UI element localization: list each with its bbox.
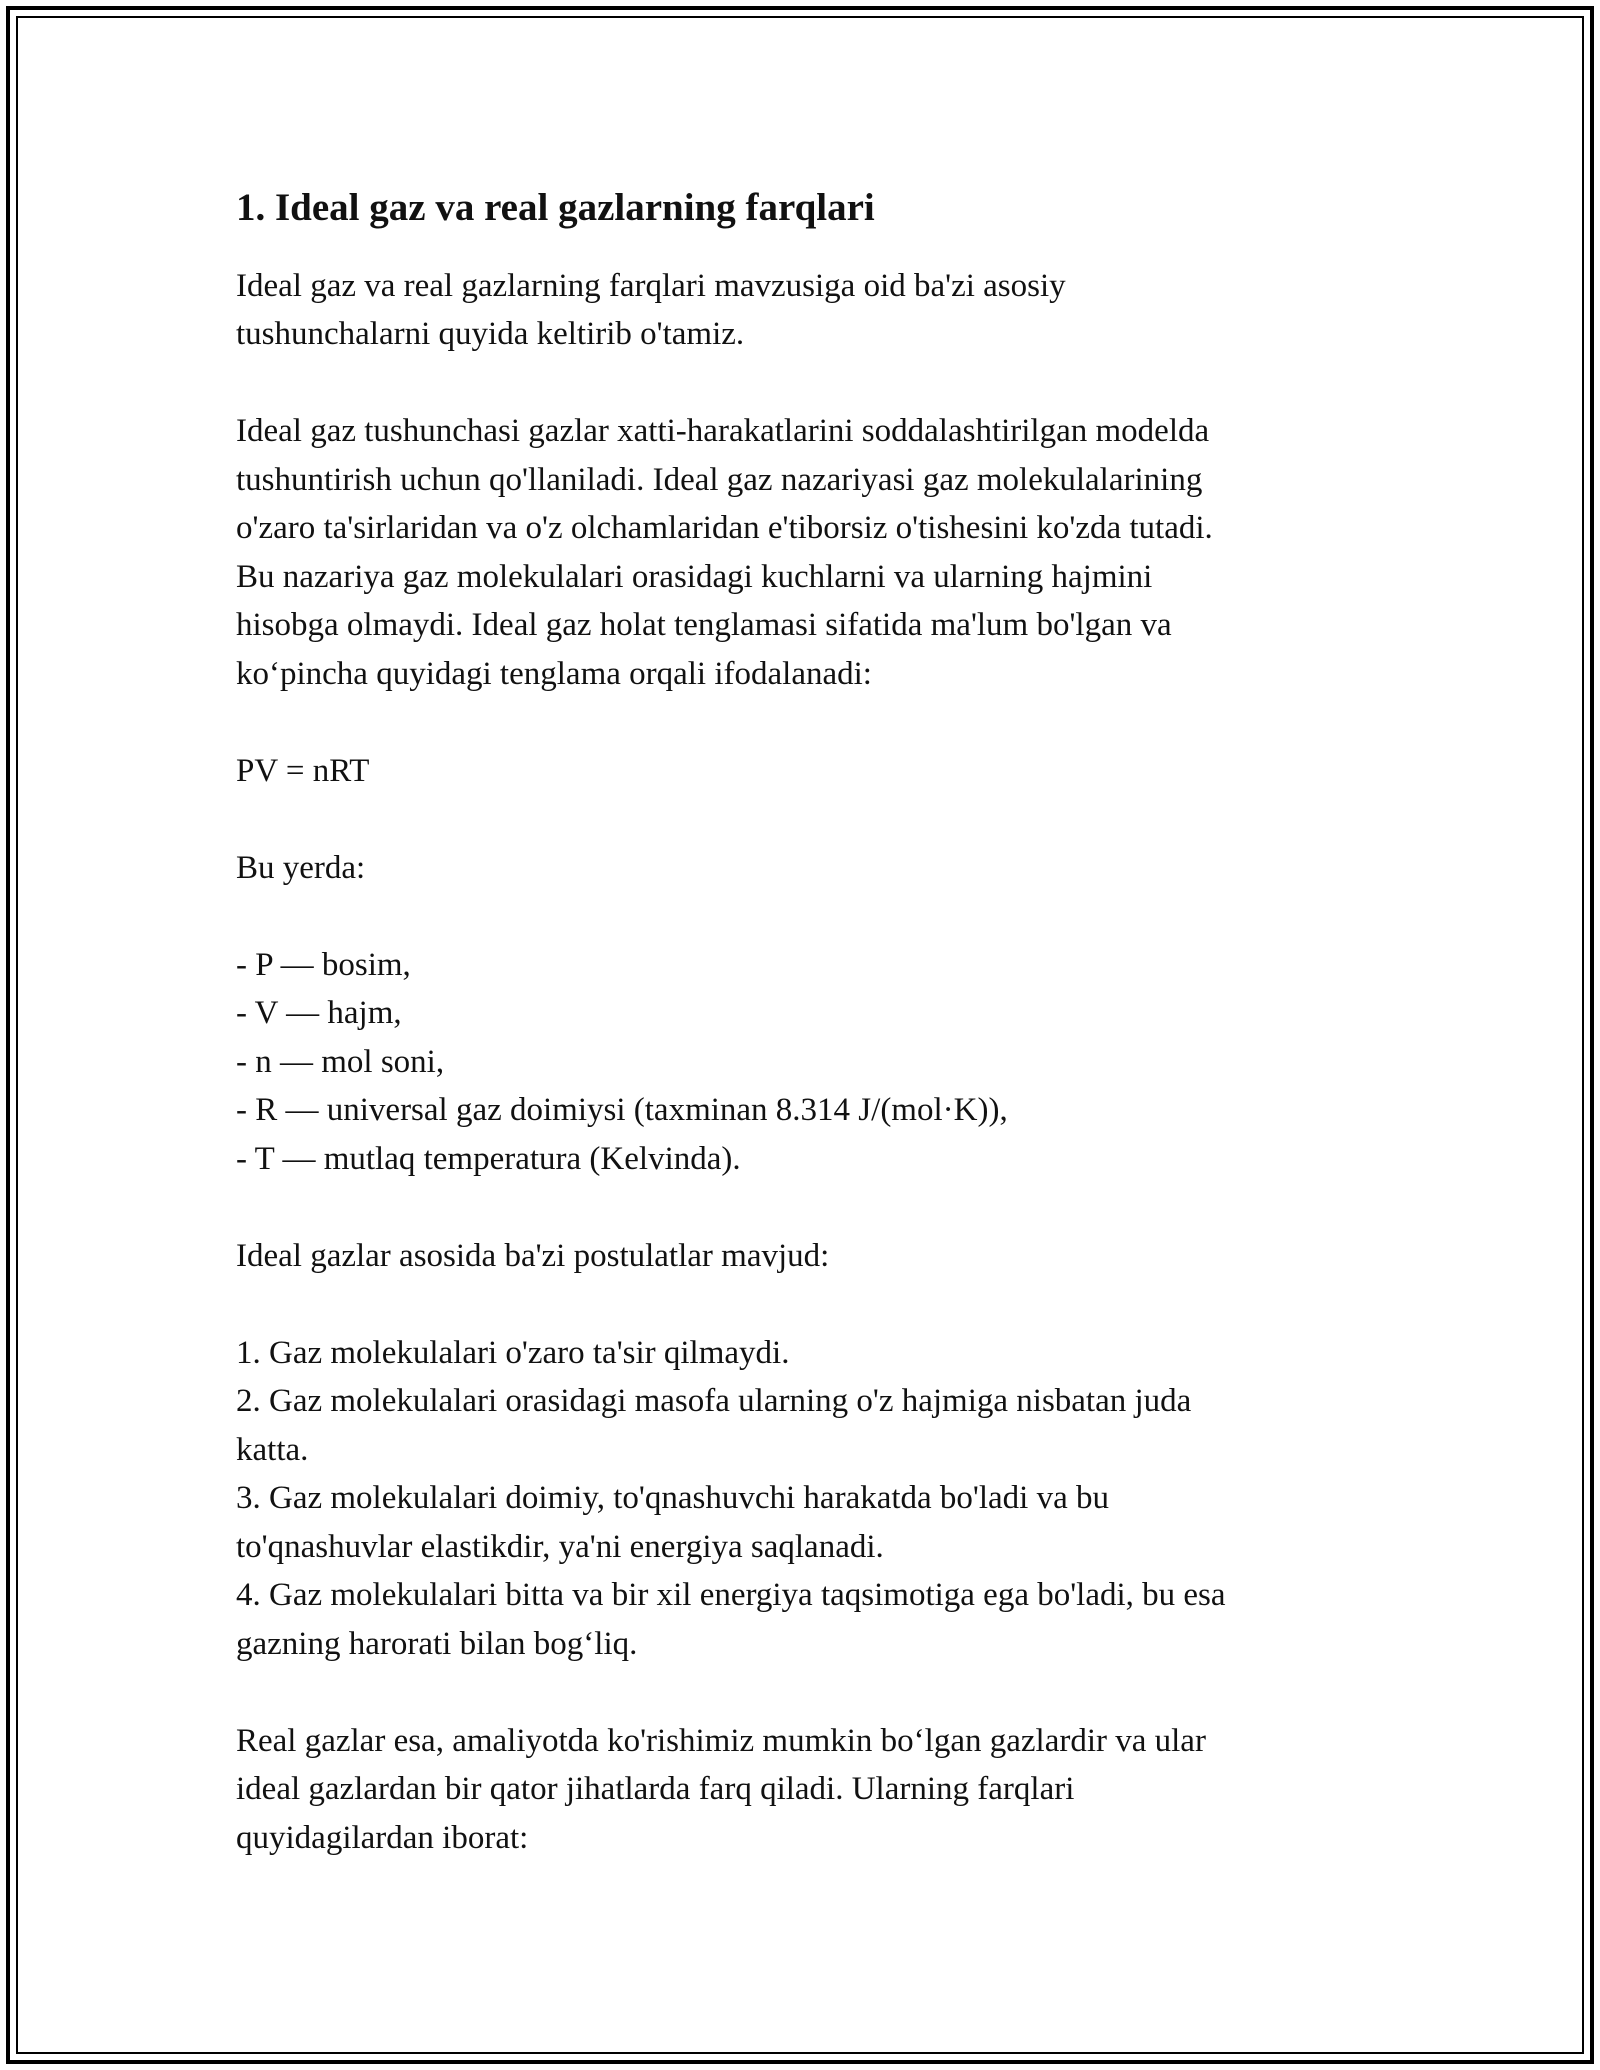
postulates-list bbox=[236, 1329, 1376, 1669]
paragraph-gap bbox=[236, 1183, 1376, 1232]
list-item: gazning harorati bilan bog‘liq. bbox=[236, 1625, 638, 1662]
equation: PV = nRT bbox=[236, 752, 370, 789]
paragraph-gap bbox=[236, 698, 1376, 747]
real-gas-paragraph bbox=[236, 1717, 1376, 1863]
list-item: - T — mutlaq temperatura (Kelvinda). bbox=[236, 1140, 741, 1177]
list-item: 4. Gaz molekulalari bitta va bir xil energiya taqsimotiga ega bo'ladi, bu esa bbox=[236, 1577, 1226, 1614]
postulates-intro: Ideal gazlar asosida ba'zi postulatlar mavjud: bbox=[236, 1237, 830, 1274]
where-label: Bu yerda: bbox=[236, 849, 366, 886]
list-item: katta. bbox=[236, 1431, 309, 1468]
text-line: Real gazlar esa, amaliyotda ko'rishimiz mumkin bo‘lgan gazlardir va ular bbox=[236, 1722, 1206, 1759]
list-item: to'qnashuvlar elastikdir, ya'ni energiya saqlanadi. bbox=[236, 1528, 884, 1565]
text-line: ideal gazlardan bir qator jihatlarda farq qiladi. Ularning farqlari bbox=[236, 1771, 1075, 1808]
paragraph-gap bbox=[236, 359, 1376, 408]
document-body bbox=[236, 183, 1376, 1862]
ideal-gas-paragraph bbox=[236, 407, 1376, 698]
text-line: quyidagilardan iborat: bbox=[236, 1819, 529, 1856]
text-line: ko‘pincha quyidagi tenglama orqali ifodalanadi: bbox=[236, 655, 872, 692]
list-item: - n — mol soni, bbox=[236, 1043, 445, 1080]
list-item: - P — bosim, bbox=[236, 946, 411, 983]
list-item: 1. Gaz molekulalari o'zaro ta'sir qilmaydi. bbox=[236, 1334, 790, 1371]
paragraph-gap bbox=[236, 795, 1376, 844]
text-line: tushunchalarni quyida keltirib o'tamiz. bbox=[236, 316, 745, 353]
list-item: - V — hajm, bbox=[236, 995, 402, 1032]
text-line: hisobga olmaydi. Ideal gaz holat tenglamasi sifatida ma'lum bo'lgan va bbox=[236, 607, 1172, 644]
text-line: Ideal gaz va real gazlarning farqlari mavzusiga oid ba'zi asosiy bbox=[236, 267, 1066, 304]
list-item: - R — universal gaz doimiysi (taxminan 8.314 J/(mol·K)), bbox=[236, 1092, 1008, 1129]
text-line: Bu nazariya gaz molekulalari orasidagi kuchlarni va ularning hajmini bbox=[236, 558, 1153, 595]
list-item: 3. Gaz molekulalari doimiy, to'qnashuvchi harakatda bo'ladi va bu bbox=[236, 1480, 1110, 1517]
list-item: 2. Gaz molekulalari orasidagi masofa ularning o'z hajmiga nisbatan juda bbox=[236, 1383, 1192, 1420]
variables-list bbox=[236, 941, 1376, 1184]
text-line: Ideal gaz tushunchasi gazlar xatti-harakatlarini soddalashtirilgan modelda bbox=[236, 413, 1210, 450]
section-heading: 1. Ideal gaz va real gazlarning farqlari bbox=[236, 186, 875, 229]
paragraph-gap bbox=[236, 1280, 1376, 1329]
intro-paragraph bbox=[236, 262, 1376, 359]
paragraph-gap bbox=[236, 892, 1376, 941]
paragraph-gap bbox=[236, 1668, 1376, 1717]
text-line: o'zaro ta'sirlaridan va o'z olchamlaridan e'tiborsiz o'tishesini ko'zda tutadi. bbox=[236, 510, 1213, 547]
text-line: tushuntirish uchun qo'llaniladi. Ideal gaz nazariyasi gaz molekulalarining bbox=[236, 461, 1203, 498]
